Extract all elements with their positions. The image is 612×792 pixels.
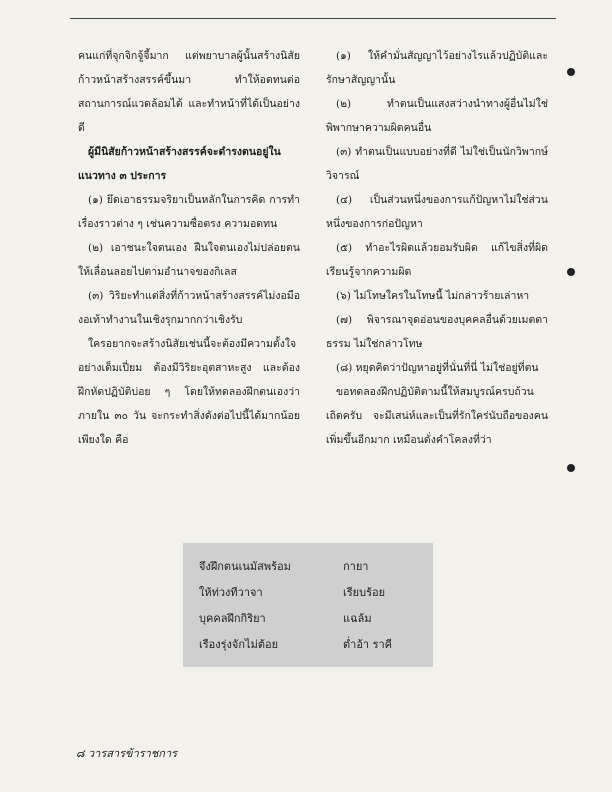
poem-second-half: แฉล้ม (343, 612, 372, 625)
paragraph: ใครอยากจะสร้างนิสัยเช่นนี้จะต้องมีความตั้งใจอย่างเต็มเปี่ยม ต้องมีวิริยะอุตสาหะสูง และต้องฝึกหัดปฏิบัติบ่อย ๆ โดยให้ทดลองฝึกตนเองว่าภายใน ๓๐ วัน จะกระทำสิ่งดังต่อไปนี้ได้มากน้อยเพียงใด คือ (78, 338, 300, 446)
binder-hole (567, 68, 575, 76)
list-item: (๑) ยึดเอาธรรมจริยาเป็นหลักในการคิด การทำเรื่องราวต่าง ๆ เช่นความซื่อตรง ความอดทน (78, 194, 300, 230)
poem-second-half: เรียบร้อย (343, 586, 386, 599)
publication-name: วารสารข้าราชการ (88, 747, 178, 760)
poem-first-half: เรืองรุ่งจักไม่ต้อย (199, 638, 279, 651)
poem-first-half: จึงฝึกตนเนมัสพร้อม (199, 560, 291, 573)
poem-second-half: ต่ำอ้า ราคี (343, 638, 393, 651)
list-item: (๕) ทำอะไรผิดแล้วยอมรับผิด แก้ไขสิ่งที่ผิด เรียนรู้จากความผิด (326, 242, 548, 278)
list-item: (๗) พิจารณาจุดอ่อนของบุคคลอื่นด้วยเมตตาธรรม ไม่ใช่กล่าวโทษ (326, 314, 548, 350)
poem-line (199, 581, 425, 603)
poem-line (199, 555, 425, 577)
list-item: (๒) เอาชนะใจตนเอง ฝืนใจตนเองไม่ปล่อยตนให้เลื่อนลอยไปตามอำนาจของกิเลส (78, 242, 300, 278)
section-heading: ผู้มีนิสัยก้าวหน้าสร้างสรรค์จะดำรงตนอยู่ในแนวทาง ๓ ประการ (78, 146, 281, 182)
page-footer (76, 744, 177, 762)
paragraph: คนแก่ที่จุกจิกจู้จี้มาก แต่พยาบาลผู้นั้นสร้างนิสัยก้าวหน้าสร้างสรรค์ขึ้นมา ทำให้อดทนต่อสถานการณ์แวดล้อมได้ และทำหน้าที่ได้เป็นอย่างดี (78, 50, 300, 134)
list-item: (๓) ทำตนเป็นแบบอย่างที่ดี ไม่ใช่เป็นนักวิพากษ์วิจารณ์ (326, 146, 548, 182)
right-column (326, 44, 548, 452)
list-item: (๖) ไม่โทษใครในโทษนี้ ไม่กล่าวร้ายเล่าหา (336, 290, 530, 302)
list-item: (๓) วิริยะทำแต่สิ่งที่ก้าวหน้าสร้างสรรค์ไม่งอมืองอเท้าทำงานในเชิงรุกมากกว่าเชิงรับ (78, 290, 300, 326)
list-item: (๘) หยุดคิดว่าปัญหาอยู่ที่นั่นที่นี่ ไม่ใช่อยู่ที่ตน (336, 362, 539, 374)
top-rule (70, 18, 556, 19)
list-item: (๔) เป็นส่วนหนึ่งของการแก้ปัญหาไม่ใช่ส่วนหนึ่งของการก่อปัญหา (326, 194, 548, 230)
binder-hole (567, 268, 575, 276)
poem-second-half: กายา (343, 560, 369, 573)
left-column (78, 44, 300, 452)
poem-line (199, 607, 425, 629)
list-item: (๑) ให้คำมั่นสัญญาไว้อย่างไรแล้วปฏิบัติและรักษาสัญญานั้น (326, 50, 548, 86)
binder-hole (567, 464, 575, 472)
poem-line (199, 633, 425, 655)
poem-first-half: บุคคลฝึกกิริยา (199, 612, 266, 625)
list-item: (๒) ทำตนเป็นแสงสว่างนำทางผู้อื่นไม่ใช่พิพากษาความผิดคนอื่น (326, 98, 548, 134)
paragraph: ขอทดลองฝึกปฏิบัติตามนี้ให้สมบูรณ์ครบถ้วนเถิดครับ จะมีเสน่ห์และเป็นที่รักใคร่นับถือของคนเพิ่มขึ้นอีกมาก เหมือนดั่งคำโคลงที่ว่า (326, 386, 548, 446)
poem-first-half: ให้ท่วงทีวาจา (199, 586, 263, 599)
page-number: ๘ (76, 747, 85, 760)
poem-box (183, 543, 433, 667)
